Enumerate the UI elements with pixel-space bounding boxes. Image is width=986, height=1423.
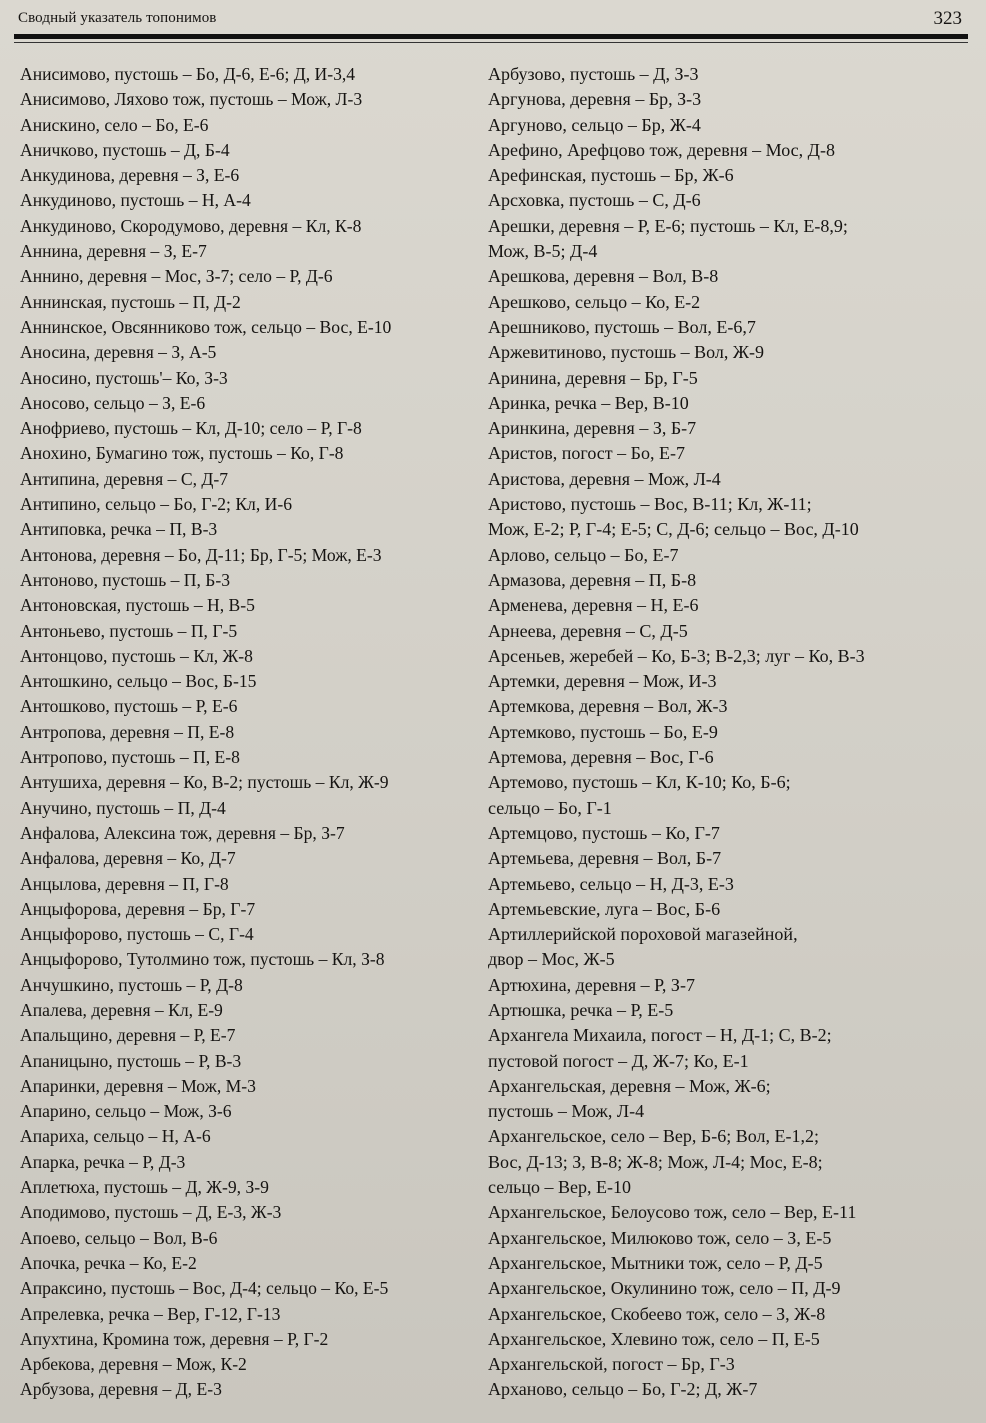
index-entry: Антропово, пустошь – П, Е-8 [20,747,240,768]
left-index-column [20,62,460,1403]
index-entry: Аристова, деревня – Мож, Л-4 [488,468,721,489]
index-entry: Арефино, Арефцово тож, деревня – Мос, Д-8 [488,139,835,160]
index-entry: Антипина, деревня – С, Д-7 [20,468,229,489]
index-entry: Антиповка, речка – П, В-3 [20,519,218,540]
index-entry: Анцыфорова, деревня – Бр, Г-7 [20,898,256,919]
index-entry: Арешкова, деревня – Вол, В-8 [488,266,719,287]
index-entry: Архангела Михаила, погост – Н, Д-1; С, В-2; [488,1025,832,1046]
index-entry: Апалева, деревня – Кл, Е-9 [20,999,223,1020]
index-entry: Антошково, пустошь – Р, Е-6 [20,696,238,717]
index-entry: сельцо – Вер, Е-10 [488,1177,632,1198]
index-entry: Артиллерийской пороховой магазейной, [488,924,798,945]
index-entry: Антонцово, пустошь – Кл, Ж-8 [20,645,253,666]
index-entry: пустовой погост – Д, Ж-7; Ко, Е-1 [488,1050,749,1071]
index-entry: Антоново, пустошь – П, Б-3 [20,569,231,590]
index-entry: Архангельское, Мытники тож, село – Р, Д-5 [488,1252,823,1273]
index-entry: Артемкова, деревня – Вол, Ж-3 [488,696,728,717]
index-entry: Аносово, сельцо – З, Е-6 [20,392,206,413]
index-entry: Аргунова, деревня – Бр, З-3 [488,89,702,110]
index-entry: Архангельское, Милюково тож, село – З, Е-5 [488,1227,832,1248]
index-entry: Анкудиново, Скородумово, деревня – Кл, К-8 [20,215,362,236]
index-entry: Аннинское, Овсянниково тож, сельцо – Вос, Е-10 [20,316,392,337]
index-entry: двор – Мос, Ж-5 [488,949,615,970]
index-entry: Апрелевка, речка – Вер, Г-12, Г-13 [20,1303,281,1324]
index-entry: пустошь – Мож, Л-4 [488,1101,645,1122]
index-entry: Арешково, сельцо – Ко, Е-2 [488,291,701,312]
index-entry: Анфалова, Алексина тож, деревня – Бр, З-7 [20,822,345,843]
index-entry: Арсеньев, жеребей – Ко, Б-3; В-2,3; луг – Ко, В-3 [488,645,865,666]
index-entry: Артемьева, деревня – Вол, Б-7 [488,848,722,869]
index-entry: Артемова, деревня – Вос, Г-6 [488,747,714,768]
index-entry: Архангельское, Белоусово тож, село – Вер, Е-11 [488,1202,857,1223]
index-entry: Апариха, сельцо – Н, А-6 [20,1126,211,1147]
index-entry: Аринка, речка – Вер, В-10 [488,392,689,413]
index-entry: Анисимово, пустошь – Бо, Д-6, Е-6; Д, И-3,4 [20,64,356,84]
index-entry: Апальщино, деревня – Р, Е-7 [20,1025,236,1046]
index-entry: Арбузова, деревня – Д, Е-3 [20,1379,222,1400]
index-entry: Анофриево, пустошь – Кл, Д-10; село – Р, Г-8 [20,418,362,439]
index-entry: Аносина, деревня – З, А-5 [20,342,217,363]
index-entry: Антонова, деревня – Бо, Д-11; Бр, Г-5; Мож, Е-3 [20,544,382,565]
index-entry: Анфалова, деревня – Ко, Д-7 [20,848,236,869]
index-entry: Архангельской, погост – Бр, Г-3 [488,1354,735,1375]
index-entry: Арефинская, пустошь – Бр, Ж-6 [488,165,734,186]
index-entry: Апаницыно, пустошь – Р, В-3 [20,1050,242,1071]
index-entry: Артюхина, деревня – Р, З-7 [488,974,695,995]
index-entry: Аржевитиново, пустошь – Вол, Ж-9 [488,342,765,363]
index-entry: Аннинская, пустошь – П, Д-2 [20,291,241,312]
index-entry: Анкудинова, деревня – З, Е-6 [20,165,240,186]
index-entry: Апаринки, деревня – Мож, М-3 [20,1075,256,1096]
index-entry: Антушиха, деревня – Ко, В-2; пустошь – Кл, Ж-9 [20,772,389,793]
index-entry: Антипино, сельцо – Бо, Г-2; Кл, И-6 [20,494,292,515]
index-entry: сельцо – Бо, Г-1 [488,797,612,818]
index-entry: Артемки, деревня – Мож, И-3 [488,671,717,692]
index-entry: Анчушкино, пустошь – Р, Д-8 [20,974,243,995]
index-entry: Артемково, пустошь – Бо, Е-9 [488,721,718,742]
index-entry: Артемьевские, луга – Вос, Б-6 [488,898,721,919]
index-entry: Мож, В-5; Д-4 [488,241,598,262]
index-entry: Арбекова, деревня – Мож, К-2 [20,1354,247,1375]
index-entry: Анцылова, деревня – П, Г-8 [20,873,229,894]
index-entry: Аннина, деревня – З, Е-7 [20,241,207,262]
index-entry: Анисимово, Ляхово тож, пустошь – Мож, Л-3 [20,89,363,110]
index-entry: Аннино, деревня – Мос, З-7; село – Р, Д-6 [20,266,333,287]
index-entry: Аничково, пустошь – Д, Б-4 [20,139,230,160]
index-entry: Аринкина, деревня – З, Б-7 [488,418,697,439]
index-entry: Аристов, погост – Бо, Е-7 [488,443,685,464]
index-entry: Антоньево, пустошь – П, Г-5 [20,620,238,641]
index-entry: Аплетюха, пустошь – Д, Ж-9, З-9 [20,1177,269,1198]
index-entry: Артюшка, речка – Р, Е-5 [488,999,674,1020]
index-entry: Мож, Е-2; Р, Г-4; Е-5; С, Д-6; сельцо – Вос, Д-10 [488,519,859,540]
index-entry: Артемово, пустошь – Кл, К-10; Ко, Б-6; [488,772,791,793]
index-entry: Арнеева, деревня – С, Д-5 [488,620,688,641]
index-entry: Антоновская, пустошь – Н, В-5 [20,595,255,616]
index-entry: Аринина, деревня – Бр, Г-5 [488,367,698,388]
index-entry: Архангельское, Хлевино тож, село – П, Е-5 [488,1328,820,1349]
header-rule-thin [14,42,968,43]
header-rule [14,34,968,39]
index-entry: Вос, Д-13; З, В-8; Ж-8; Мож, Л-4; Мос, Е-8; [488,1151,823,1172]
index-entry: Арлово, сельцо – Бо, Е-7 [488,544,679,565]
index-entry: Анцыфорово, пустошь – С, Г-4 [20,924,254,945]
index-entry: Архангельское, Окулинино тож, село – П, Д-9 [488,1278,841,1299]
index-entry: Анучино, пустошь – П, Д-4 [20,797,226,818]
index-entry: Армазова, деревня – П, Б-8 [488,569,697,590]
index-entry: Апухтина, Кромина тож, деревня – Р, Г-2 [20,1328,329,1349]
index-entry: Апарка, речка – Р, Д-3 [20,1151,186,1172]
index-entry: Арешниково, пустошь – Вол, Е-6,7 [488,316,756,337]
index-entry: Апоево, сельцо – Вол, В-6 [20,1227,218,1248]
running-header-title: Сводный указатель топонимов [18,10,217,26]
index-entry: Арбузово, пустошь – Д, З-3 [488,64,699,84]
index-entry: Апраксино, пустошь – Вос, Д-4; сельцо – Ко, Е-5 [20,1278,389,1299]
index-entry: Анцыфорово, Тутолмино тож, пустошь – Кл, З-8 [20,949,385,970]
index-entry: Аподимово, пустошь – Д, Е-3, Ж-3 [20,1202,282,1223]
index-entry: Архангельская, деревня – Мож, Ж-6; [488,1075,771,1096]
index-entry: Анкудиново, пустошь – Н, А-4 [20,190,251,211]
index-entry: Арменева, деревня – Н, Е-6 [488,595,699,616]
index-entry: Артемцово, пустошь – Ко, Г-7 [488,822,720,843]
index-entry: Арсховка, пустошь – С, Д-6 [488,190,701,211]
index-entry: Архангельское, село – Вер, Б-6; Вол, Е-1,2; [488,1126,819,1147]
index-entry: Апарино, сельцо – Мож, З-6 [20,1101,232,1122]
right-index-column [488,62,958,1403]
index-entry: Арханово, сельцо – Бо, Г-2; Д, Ж-7 [488,1379,758,1400]
index-entry: Антошкино, сельцо – Вос, Б-15 [20,671,257,692]
index-entry: Аргуново, сельцо – Бр, Ж-4 [488,114,701,135]
index-entry: Апочка, речка – Ко, Е-2 [20,1252,197,1273]
index-entry: Архангельское, Скобеево тож, село – З, Ж-8 [488,1303,826,1324]
index-entry: Арешки, деревня – Р, Е-6; пустошь – Кл, Е-8,9; [488,215,848,236]
index-entry: Артемьево, сельцо – Н, Д-3, Е-3 [488,873,734,894]
index-entry: Антропова, деревня – П, Е-8 [20,721,235,742]
index-entry: Анохино, Бумагино тож, пустошь – Ко, Г-8 [20,443,344,464]
index-entry: Анискино, село – Бо, Е-6 [20,114,209,135]
page-number: 323 [933,8,962,29]
index-entry: Аносино, пустошь'– Ко, З-3 [20,367,228,388]
index-entry: Аристово, пустошь – Вос, В-11; Кл, Ж-11; [488,494,812,515]
